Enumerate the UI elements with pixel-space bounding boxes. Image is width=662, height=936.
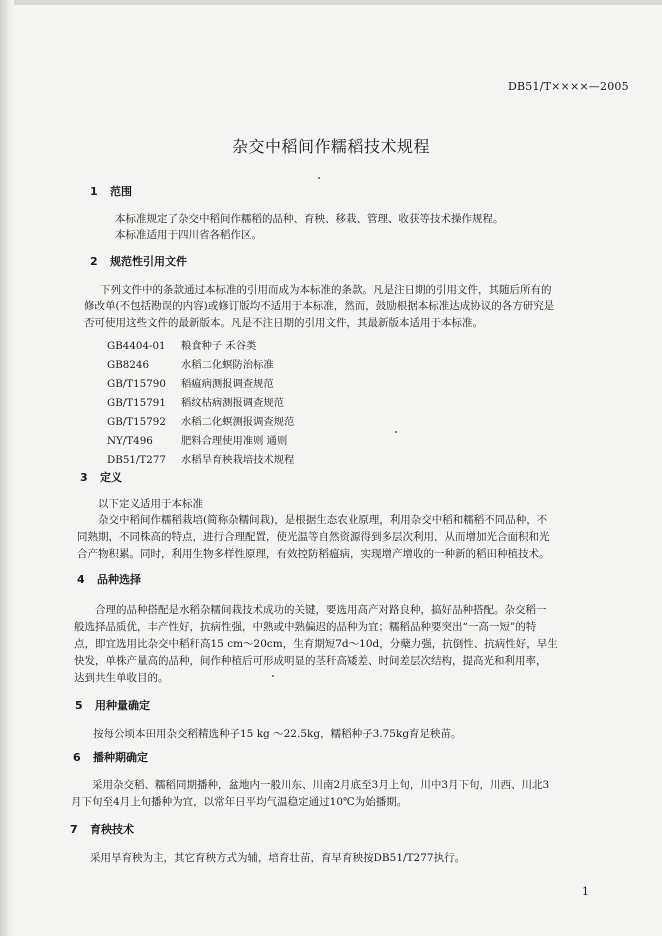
reference-item: DB51/T277 水稻旱育秧栽培技术规程 [107,454,295,466]
reference-item: GB/T15792 水稻二化螟测报调查规范 [107,416,295,428]
section-7-heading: 7 育秧技术 [70,823,134,836]
section-5-text: 按每公顷本田用杂交稻精选种子15 kg ～22.5kg，糯稻种子3.75kg育足秧苗。 [93,728,462,740]
section-6-text: 采用杂交稻、糯稻同期播种，盆地内一般川东、川南2月底至3月上旬，川中3月下旬，川西、川北3 [92,779,550,791]
reference-item: GB/T15790 稻瘟病测报调查规范 [107,378,274,390]
section-3-text: 合产物积累。同时，利用生物多样性原理，有效控防稻瘟病，实现增产增收的一种新的稻田种植技术。 [77,548,550,560]
section-4-text: 合理的品种搭配是水稻杂糯间栽技术成功的关键，要选用高产对路良种，搞好品种搭配。杂交稻一 [95,604,547,616]
reference-item: NY/T496 肥料合理使用准则 通则 [107,435,288,447]
scan-speck [272,675,274,677]
section-4-heading: 4 品种选择 [77,573,141,586]
section-3-text: 杂交中稻间作糯稻栽培(简称杂糯间栽)，是根据生态农业原理，利用杂交中稻和糯稻不同品种，不 [98,514,548,526]
section-1-text: 本标准规定了杂交中稻间作糯稻的品种、育秧、移栽、管理、收获等技术操作规程。 [115,213,504,225]
section-2-text: 修改单(不包括勘误的内容)或修订版均不适用于本标准，然而，鼓励根据本标准达成协议的各方研究是 [84,300,555,312]
section-6-text: 月下旬至4月上旬播种为宜，以常年日平均气温稳定通过10℃为始播期。 [71,796,408,808]
scan-speck [318,177,320,179]
section-2-text: 否可使用这些文件的最新版本。凡是不注日期的引用文件，其最新版本适用于本标准。 [84,317,483,329]
section-6-heading: 6 播种期确定 [73,751,148,764]
section-4-text: 点，即宜选用比杂交中稻秆高15 cm～20cm，生育期短7d～10d，分蘖力强，抗倒性、抗病性好，早生 [74,638,558,650]
scan-edge [0,0,662,5]
document-code: DB51/T××××—2005 [508,80,629,93]
reference-item: GB8246 水稻二化螟防治标准 [107,359,274,371]
reference-item: GB/T15791 稻纹枯病测报调查规范 [107,397,284,409]
reference-item: GB4404-01 粮食种子 禾谷类 [107,340,257,352]
section-4-text: 快发，单株产量高的品种，间作种植后可形成明显的茎秆高矮差、时间差层次结构，提高光和利用率， [74,655,547,667]
section-4-text: 般选择品质优，丰产性好，抗病性强，中熟或中熟偏迟的品种为宜；糯稻品种要突出“一高一短”的特 [74,621,537,633]
page-number: 1 [582,885,589,898]
scan-speck [395,431,397,433]
section-3-text: 同熟期，不同株高的特点，进行合理配置，使光温等自然资源得到多层次利用，从而增加光合面积和光 [77,531,550,543]
section-2-text: 下列文件中的条款通过本标准的引用而成为本标准的条款。凡是注日期的引用文件，其随后所有的 [100,284,552,296]
section-1-heading: 1 范围 [90,185,132,198]
section-2-heading: 2 规范性引用文件 [90,255,187,268]
section-1-text: 本标准适用于四川省各稻作区。 [115,229,262,241]
section-4-text: 达到共生单收目的。 [74,672,169,684]
section-5-heading: 5 用种量确定 [75,699,150,712]
section-3-heading: 3 定义 [80,471,122,484]
section-7-text: 采用旱育秧为主，其它育秧方式为辅，培育壮苗，育早育秧按DB51/T277执行。 [90,852,466,864]
page-title: 杂交中稻间作糯稻技术规程 [231,137,430,156]
section-3-text: 以下定义适用于本标准 [98,498,203,510]
